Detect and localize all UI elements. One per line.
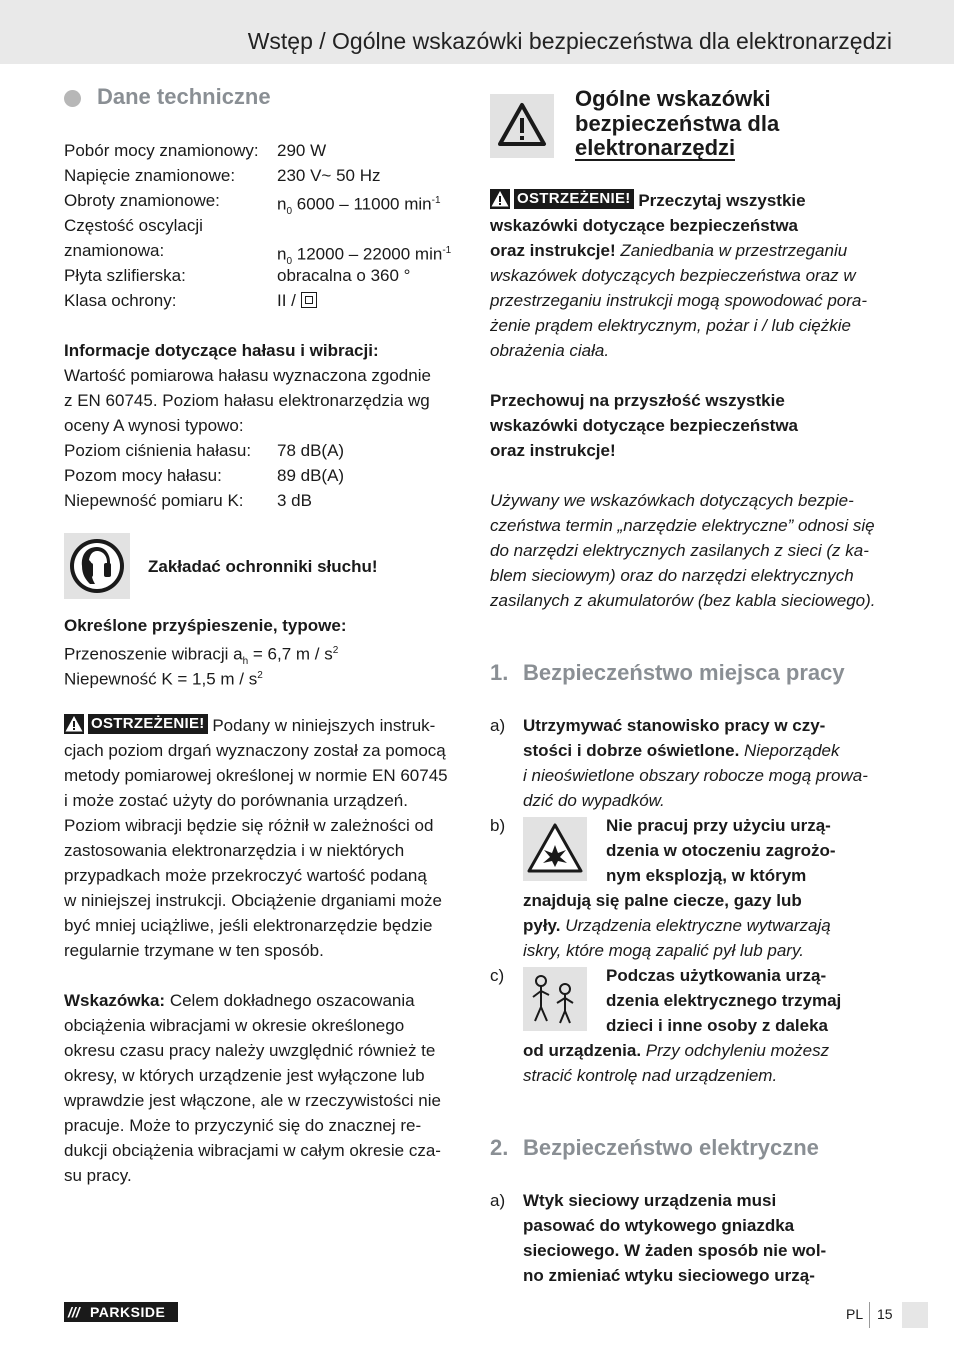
page-header-title: Wstęp / Ogólne wskazówki bezpieczeństwa dla elektronarzędzi	[247, 28, 892, 54]
note-line: okresu czasu pracy należy uwzględnić również te	[64, 1041, 436, 1060]
item-label: a)	[490, 1191, 506, 1210]
term-line: zasilanych z akumulatorów (bez kabla sieciowego).	[490, 591, 876, 610]
item-text-line: stości i dobrze oświetlone. Nieporządek	[523, 741, 840, 760]
spec-value: II /	[277, 288, 317, 313]
noise-label: Niepewność pomiaru K:	[64, 491, 244, 510]
item-text-line: pyły. Urządzenia elektryczne wytwarzają	[523, 916, 831, 935]
warning-word: OSTRZEŻENIE!	[88, 714, 208, 734]
noise-label: Poziom ciśnienia hałasu:	[64, 441, 252, 460]
section-number-1: 1.	[490, 660, 509, 685]
spec-value: obracalna o 360 °	[277, 266, 411, 285]
item-text-line: dzić do wypadków.	[523, 791, 665, 810]
item-text-line: od urządzenia. Przy odchyleniu możesz	[523, 1041, 830, 1060]
item-text-line: Nie pracuj przy użyciu urzą-	[606, 816, 831, 835]
warning-bold-line: wskazówki dotyczące bezpieczeństwa	[490, 216, 799, 235]
section-title-electrical-safety: Bezpieczeństwo elektryczne	[523, 1135, 819, 1160]
right-title-line: Ogólne wskazówki	[575, 86, 771, 111]
spec-label: znamionowa:	[64, 241, 165, 260]
noise-heading: Informacje dotyczące hałasu i wibracji:	[64, 341, 379, 360]
term-line: Używany we wskazówkach dotyczących bezpie-	[490, 491, 854, 510]
warning-line: regularnie trzymane w ten sposób.	[64, 941, 324, 960]
warning-line: w niniejszej instrukcji. Obciążenie drganiami może	[64, 891, 442, 910]
term-line: blem sieciowym) oraz do narzędzi elektrycznych	[490, 566, 854, 585]
spec-label: Klasa ochrony:	[64, 291, 177, 310]
warning-triangle-icon	[64, 714, 84, 734]
spec-label: Pobór mocy znamionowy:	[64, 141, 259, 160]
footer-page-tab	[902, 1302, 928, 1328]
item-text-line: dzieci i inne osoby z daleka	[606, 1016, 829, 1035]
warning-italic-line: obrażenia ciała.	[490, 341, 610, 360]
warning-line: metody pomiarowej określonej w normie EN 60745	[64, 766, 448, 785]
section-title-technical-data: Dane techniczne	[97, 84, 271, 109]
noise-value: 89 dB(A)	[277, 466, 345, 485]
spec-label: Częstość oscylacji	[64, 216, 203, 235]
item-text-line: Utrzymywać stanowisko pracy w czy-	[523, 716, 826, 735]
footer-page-number: 15	[877, 1306, 893, 1322]
item-text-line: no zmieniać wtyku sieciowego urzą-	[523, 1266, 815, 1285]
warning-triangle-icon	[490, 189, 510, 209]
note-line: obciążenia wibracjami w okresie określonego	[64, 1016, 405, 1035]
warning-badge	[64, 714, 208, 734]
item-text-line: stracić kontrolę nad urządzeniem.	[523, 1066, 778, 1085]
warning-line: zastosowania elektronarzędzia i w niektórych	[64, 841, 405, 860]
section-title-workplace-safety: Bezpieczeństwo miejsca pracy	[523, 660, 845, 685]
note-line: pracuje. Może to przyczynić się do znacznej re-	[64, 1116, 422, 1135]
noise-value: 78 dB(A)	[277, 441, 345, 460]
warning-line: być mniej uciążliwe, jeśli elektronarzędzie będzie	[64, 916, 433, 935]
ear-protection-icon	[64, 533, 130, 599]
item-text-line: iskry, które mogą zapalić pył lub pary.	[523, 941, 804, 960]
item-text-line: nym eksplozją, w którym	[606, 866, 807, 885]
item-text-line: Podczas użytkowania urzą-	[606, 966, 827, 985]
protection-class-ii-icon	[301, 292, 317, 308]
ear-protection-text: Zakładać ochronniki słuchu!	[148, 557, 378, 576]
warning-line: i może zostać użyty do porównania urządzeń.	[64, 791, 408, 810]
noise-value: 3 dB	[277, 491, 312, 510]
right-title-line: elektronarzędzi	[575, 135, 736, 160]
item-label: b)	[490, 816, 506, 835]
item-text-line: i nieoświetlone obszary robocze mogą prowa-	[523, 766, 868, 785]
keep-children-away-icon	[523, 967, 587, 1031]
noise-text-line: Wartość pomiarowa hałasu wyznaczona zgodnie	[64, 366, 431, 385]
warning-mixed-line: oraz instrukcje! Zaniedbania w przestrzeganiu	[490, 241, 848, 260]
keep-instructions-line: oraz instrukcje!	[490, 441, 616, 460]
noise-label: Pozom mocy hałasu:	[64, 466, 222, 485]
item-label: a)	[490, 716, 506, 735]
warning-word: OSTRZEŻENIE!	[514, 189, 634, 209]
note-line: wprawdzie jest włączone, ale w rzeczywistości nie	[64, 1091, 441, 1110]
note-line: dukcji obciążenia wibracjami w całym okresie cza-	[64, 1141, 441, 1160]
item-text-line: pasować do wtykowego gniazdka	[523, 1216, 795, 1235]
right-title-line: bezpieczeństwa dla	[575, 111, 780, 136]
item-text-line: Wtyk sieciowy urządzenia musi	[523, 1191, 777, 1210]
spec-value: $n_0$ 6000 – 11000 $\min^{-1}$	[277, 194, 441, 218]
warning-italic-line: żenie prądem elektrycznym, pożar i / lub ciężkie	[490, 316, 851, 335]
noise-text-line: oceny A wynosi typowo:	[64, 416, 244, 435]
spec-value: $n_0$ 12000 – 22000 $\min^{-1}$	[277, 244, 452, 268]
spec-value: 230 V~ 50 Hz	[277, 166, 381, 185]
spec-value: 290 W	[277, 141, 327, 160]
vibration-warning: OSTRZEŻENIE! Podany w niniejszych instruk-	[64, 713, 435, 738]
footer-language: PL	[846, 1306, 864, 1322]
note-first-line: Wskazówka: Celem dokładnego oszacowania	[64, 991, 415, 1010]
item-label: c)	[490, 966, 505, 985]
term-line: do narzędzi elektrycznych zasilanych z sieci (z ka-	[490, 541, 869, 560]
note-line: su pracy.	[64, 1166, 132, 1185]
section-bullet	[64, 90, 81, 107]
item-text-line: dzenia elektrycznego trzymaj	[606, 991, 842, 1010]
footer-divider	[869, 1302, 870, 1328]
warning-italic-line: przestrzeganiu instrukcji mogą spowodować pora-	[490, 291, 868, 310]
general-warning-icon	[490, 94, 554, 158]
noise-text-line: z EN 60745. Poziom hałasu elektronarzędzia wg	[64, 391, 430, 410]
keep-instructions-line: wskazówki dotyczące bezpieczeństwa	[490, 416, 799, 435]
keep-instructions-line: Przechowuj na przyszłość wszystkie	[490, 391, 785, 410]
section-number-2: 2.	[490, 1135, 509, 1160]
spec-label: Napięcie znamionowe:	[64, 166, 236, 185]
parkside-logo: /// PARKSIDE	[64, 1302, 178, 1322]
warning-line: przypadkach może przekroczyć wartość podaną	[64, 866, 427, 885]
term-line: czeństwa termin „narzędzie elektryczne” odnosi się	[490, 516, 875, 535]
logo-stripes-icon: ///	[68, 1304, 80, 1320]
right-warning-first-line: OSTRZEŻENIE! Przeczytaj wszystkie	[490, 188, 806, 213]
spec-label: Płyta szlifierska:	[64, 266, 186, 285]
warning-badge	[490, 189, 634, 209]
warning-line: cjach poziom drgań wyznaczony został za pomocą	[64, 741, 446, 760]
spec-label: Obroty znamionowe:	[64, 191, 220, 210]
acceleration-line: Przenoszenie wibracji $a_h = 6,7$ m / $s^2$	[64, 644, 339, 668]
explosion-hazard-icon	[523, 817, 587, 881]
item-text-line: znajdują się palne ciecze, gazy lub	[523, 891, 802, 910]
warning-italic-line: wskazówek dotyczących bezpieczeństwa oraz w	[490, 266, 856, 285]
item-text-line: dzenia w otoczeniu zagrożo-	[606, 841, 836, 860]
note-line: okresy, w których urządzenie jest wyłączone lub	[64, 1066, 425, 1085]
item-text-line: sieciowego. W żaden sposób nie wol-	[523, 1241, 827, 1260]
acceleration-heading: Określone przyśpieszenie, typowe:	[64, 616, 347, 635]
acceleration-line: Niepewność K = 1,5 m / $s^2$	[64, 669, 263, 689]
warning-line: Poziom wibracji będzie się różnił w zależności od	[64, 816, 434, 835]
